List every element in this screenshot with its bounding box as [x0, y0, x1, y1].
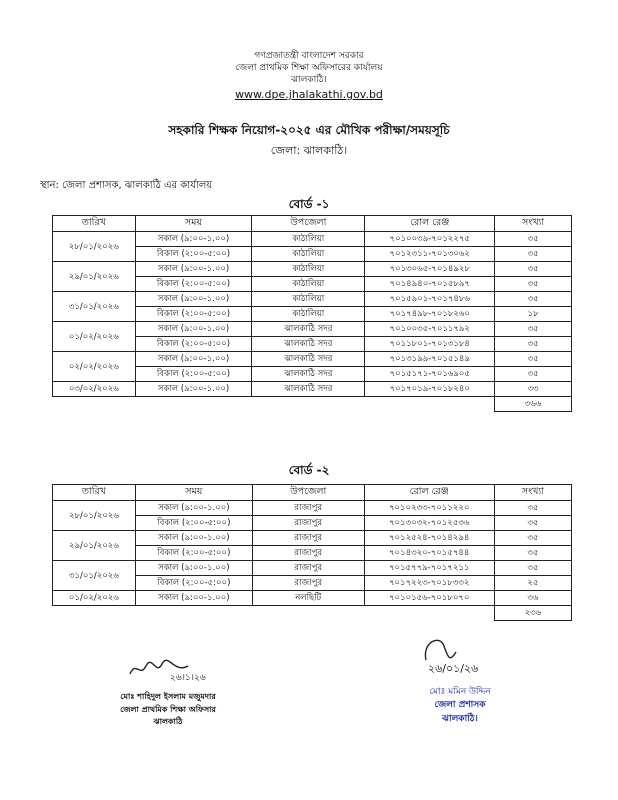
- table-row: [53, 322, 572, 337]
- col-time-header: সময়: [135, 485, 252, 501]
- upazila-cell: কাঠালিয়া: [252, 262, 365, 277]
- col-date-header: তারিখ: [53, 485, 136, 501]
- col-roll-header: রোল রেঞ্জ: [365, 216, 495, 232]
- right-signatory-designation: জেলা প্রশাসক: [434, 700, 486, 710]
- upazila-cell: রাজাপুর: [252, 576, 364, 591]
- roll-range-cell: ৭০১৭০১৯-৭০১৮২৪০: [365, 382, 495, 397]
- time-cell: সকাল (৯:০০-১.০০): [135, 262, 252, 277]
- total-row: [53, 606, 572, 621]
- count-cell: ৩৫: [495, 337, 572, 352]
- office-header-line: জেলা প্রাথমিক শিক্ষা অফিসারের কার্যালয়: [235, 63, 383, 73]
- roll-range-cell: ৭০১১৮০১-৭০১৩১৮৪: [365, 337, 495, 352]
- date-cell: ২৯/০১/২০২৬: [53, 262, 136, 292]
- venue-label: স্থান: জেলা প্রশাসক, ঝালকাঠি এর কার্যালয়: [40, 180, 213, 191]
- empty-cell: [135, 397, 252, 412]
- time-cell: বিকাল (২:০০-৫:০০): [135, 277, 252, 292]
- roll-range-cell: ৭০১৫১৭১-৭০১৬৯০৫: [365, 367, 495, 382]
- time-cell: বিকাল (২:০০-৫:০০): [135, 516, 252, 531]
- date-cell: ৩১/০১/২০২৬: [53, 292, 136, 322]
- count-cell: ৩৫: [495, 232, 572, 247]
- count-cell: ৩৫: [495, 277, 572, 292]
- roll-range-cell: ৭০১০০৩৫-৭০১১৭৯২: [365, 322, 495, 337]
- time-cell: সকাল (৯:০০-১.০০): [135, 382, 252, 397]
- upazila-cell: রাজাপুর: [252, 516, 364, 531]
- time-cell: বিকাল (২:০০-৫:০০): [135, 576, 252, 591]
- time-cell: সকাল (৯:০০-১.০০): [135, 322, 252, 337]
- district-label: জেলা: ঝালকাঠি।: [270, 144, 348, 157]
- left-signature-date: ২৬।১।২৬: [170, 673, 206, 683]
- empty-cell: [53, 606, 136, 621]
- roll-range-cell: ৭০১২৩১১-৭০১৩০৬২: [365, 247, 495, 262]
- roll-range-cell: ৭০১৩০৬৫-৭০১৪৯২৮: [365, 262, 495, 277]
- gov-header-line: গণপ্রজাতন্ত্রী বাংলাদেশ সরকার: [254, 51, 364, 61]
- time-cell: বিকাল (২:০০-৫:০০): [135, 546, 252, 561]
- upazila-cell: ঝালকাঠি সদর: [252, 352, 365, 367]
- count-cell: ৩৫: [495, 367, 572, 382]
- count-cell: ৩৬: [494, 591, 571, 606]
- col-upazila-header: উপজেলা: [252, 216, 365, 232]
- col-count-header: সংখ্যা: [495, 216, 572, 232]
- time-cell: সকাল (৯:০০-১.০০): [135, 561, 252, 576]
- roll-range-cell: ৭০১২৫২৪-৭০১৪২৯৪: [364, 531, 494, 546]
- right-signatory-place: ঝালকাঠি।: [442, 714, 478, 724]
- upazila-cell: কাঠালিয়া: [252, 232, 365, 247]
- table-header-row: [53, 485, 572, 501]
- left-signatory-designation: জেলা প্রাথমিক শিক্ষা অফিসার: [120, 705, 216, 714]
- date-cell: ০২/০২/২০২৬: [53, 352, 136, 382]
- table-row: [53, 501, 572, 516]
- roll-range-cell: ৭০১৩০৩২-৭০১২৫৩৬: [364, 516, 494, 531]
- empty-cell: [365, 397, 495, 412]
- time-cell: সকাল (৯:০০-১.০০): [135, 232, 252, 247]
- document-title: সহকারি শিক্ষক নিয়োগ-২০২৫ এর মৌখিক পরীক্ষা/সময়সূচি: [168, 123, 450, 137]
- total-count-cell: ৩৬৬: [495, 397, 572, 412]
- count-cell: ৩৫: [494, 516, 571, 531]
- district-header-line: ঝালকাঠি।: [291, 75, 327, 85]
- count-cell: ৩৫: [495, 247, 572, 262]
- upazila-cell: কাঠালিয়া: [252, 307, 365, 322]
- count-cell: ৩৫: [494, 531, 571, 546]
- count-cell: ৩৩: [495, 382, 572, 397]
- time-cell: সকাল (৯:০০-১.০০): [135, 531, 252, 546]
- roll-range-cell: ৭০১০০৩৯-৭০১২২৭৫: [365, 232, 495, 247]
- count-cell: ১৮: [495, 307, 572, 322]
- col-date-header: তারিখ: [53, 216, 136, 232]
- total-count-cell: ২৩৬: [494, 606, 571, 621]
- date-cell: ০১/০২/২০২৬: [53, 322, 136, 352]
- upazila-cell: ঝালকাঠি সদর: [252, 337, 365, 352]
- empty-cell: [252, 397, 365, 412]
- roll-range-cell: ৭০১৫৭৭৯-৭০১৭২১১: [364, 561, 494, 576]
- website-link[interactable]: www.dpe.jhalakathi.gov.bd: [235, 88, 383, 101]
- col-count-header: সংখ্যা: [494, 485, 571, 501]
- date-cell: ০১/০২/২০২৬: [53, 591, 136, 606]
- board-2-title: বোর্ড -২: [288, 463, 330, 477]
- time-cell: বিকাল (২:০০-৫:০০): [135, 247, 252, 262]
- upazila-cell: কাঠালিয়া: [252, 292, 365, 307]
- upazila-cell: কাঠালিয়া: [252, 277, 365, 292]
- roll-range-cell: ৭০১৭২২৩-৭০১৮৩৩২: [364, 576, 494, 591]
- total-row: [53, 397, 572, 412]
- count-cell: ৩৫: [495, 322, 572, 337]
- table-row: [53, 382, 572, 397]
- date-cell: ২৯/০১/২০২৬: [53, 531, 136, 561]
- table-row: [53, 292, 572, 307]
- time-cell: সকাল (৯:০০-১.০০): [135, 292, 252, 307]
- left-signatory-name: মোঃ শাহিদুল ইসলাম মজুমদার: [120, 692, 216, 701]
- upazila-cell: রাজাপুর: [252, 546, 364, 561]
- roll-range-cell: ৭০১৫৯০১-৭০১৭৪৮৬: [365, 292, 495, 307]
- upazila-cell: নলছিটি: [252, 591, 364, 606]
- empty-cell: [135, 606, 252, 621]
- upazila-cell: ঝালকাঠি সদর: [252, 367, 365, 382]
- count-cell: ৩৫: [494, 561, 571, 576]
- roll-range-cell: ৭০১৩১৯৯-৭০১৫১৪৯: [365, 352, 495, 367]
- time-cell: সকাল (৯:০০-১.০০): [135, 501, 252, 516]
- date-cell: ২৮/০১/২০২৬: [53, 232, 136, 262]
- board-1-table: [52, 215, 572, 412]
- upazila-cell: রাজাপুর: [252, 531, 364, 546]
- time-cell: বিকাল (২:০০-৫:০০): [135, 337, 252, 352]
- time-cell: সকাল (৯:০০-১.০০): [135, 591, 252, 606]
- count-cell: ৩৫: [495, 292, 572, 307]
- upazila-cell: ঝালকাঠি সদর: [252, 382, 365, 397]
- count-cell: ৩৫: [495, 352, 572, 367]
- count-cell: ৩৫: [494, 546, 571, 561]
- roll-range-cell: ৭০১৭৪৯৮-৭০১৮২৬০: [365, 307, 495, 322]
- right-signature-date: ২৬/০১/২৬: [428, 662, 479, 675]
- count-cell: ৩৫: [494, 501, 571, 516]
- upazila-cell: রাজাপুর: [252, 501, 364, 516]
- table-row: [53, 232, 572, 247]
- date-cell: ২৮/০১/২০২৬: [53, 501, 136, 531]
- right-signatory-name: মোঃ মমিন উদ্দিন: [429, 687, 491, 697]
- board-2-table: [52, 484, 572, 621]
- table-row: [53, 591, 572, 606]
- col-roll-header: রোল রেঞ্জ: [364, 485, 494, 501]
- upazila-cell: রাজাপুর: [252, 561, 364, 576]
- time-cell: বিকাল (২:০০-৫:০০): [135, 307, 252, 322]
- empty-cell: [53, 397, 136, 412]
- date-cell: ৩১/০১/২০২৬: [53, 561, 136, 591]
- count-cell: ২৫: [494, 576, 571, 591]
- empty-cell: [252, 606, 364, 621]
- table-row: [53, 352, 572, 367]
- table-header-row: [53, 216, 572, 232]
- table-row: [53, 262, 572, 277]
- col-time-header: সময়: [135, 216, 252, 232]
- count-cell: ৩৫: [495, 262, 572, 277]
- upazila-cell: ঝালকাঠি সদর: [252, 322, 365, 337]
- roll-range-cell: ৭০১০১৫৬-৭০১৮০৭০: [364, 591, 494, 606]
- empty-cell: [364, 606, 494, 621]
- time-cell: সকাল (৯:০০-১.০০): [135, 352, 252, 367]
- roll-range-cell: ৭০১৪৯৪০-৭০১৫৮৯৭: [365, 277, 495, 292]
- roll-range-cell: ৭০১০২৩৩-৭০১১২২০: [364, 501, 494, 516]
- time-cell: বিকাল (২:০০-৫:০০): [135, 367, 252, 382]
- board-1-title: বোর্ড -১: [288, 197, 330, 211]
- roll-range-cell: ৭০১৪৩২০-৭০১৫৭৪৪: [364, 546, 494, 561]
- date-cell: ০৩/০২/২০২৬: [53, 382, 136, 397]
- table-row: [53, 561, 572, 576]
- col-upazila-header: উপজেলা: [252, 485, 364, 501]
- table-row: [53, 531, 572, 546]
- upazila-cell: কাঠালিয়া: [252, 247, 365, 262]
- left-signatory-place: ঝালকাঠি: [153, 717, 183, 726]
